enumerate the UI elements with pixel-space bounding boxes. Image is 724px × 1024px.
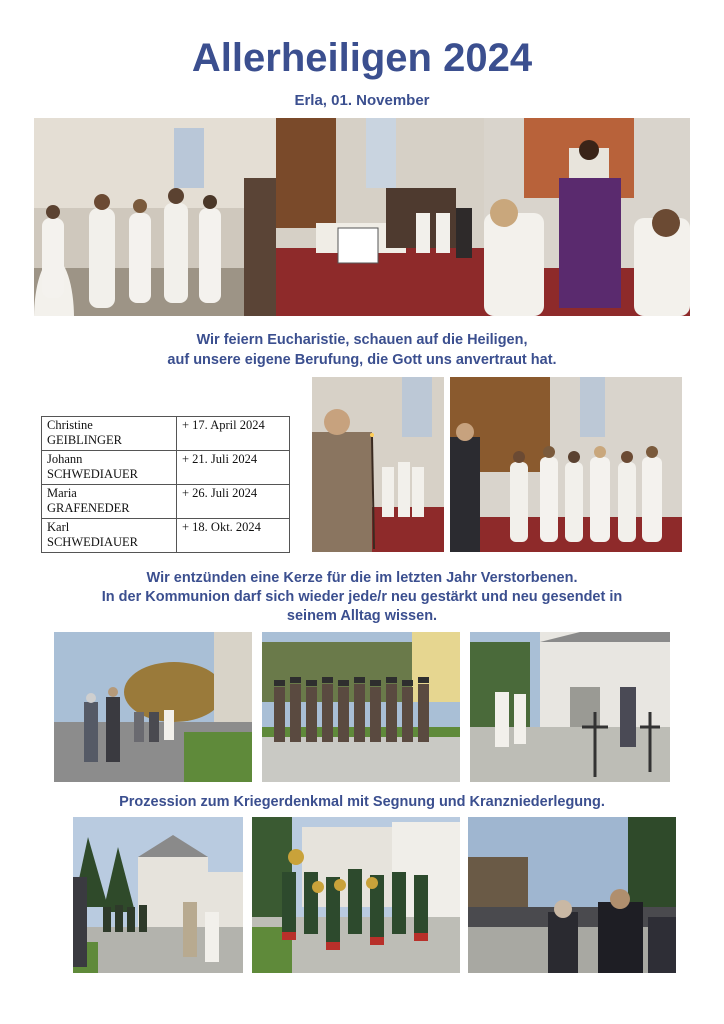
caption-candle-line3: seinem Alltag wissen. <box>286 608 438 624</box>
photo-priest-purple-vestment <box>484 118 690 316</box>
memorial-first-name: Johann <box>47 452 83 466</box>
caption-eucharist-line1: Wir feiern Eucharistie, schauen auf die Heiligen, <box>196 332 528 348</box>
photo-war-memorial-blessing <box>470 632 670 782</box>
photo-uniformed-band-lineup <box>262 632 460 782</box>
memorial-row <box>42 485 290 519</box>
memorial-row <box>42 519 290 553</box>
caption-candle-line1: Wir entzünden eine Kerze für die im letzten Jahr Verstorbenen. <box>146 570 578 586</box>
photo-marching-band <box>252 817 460 973</box>
photo-altar-servers-candles <box>450 377 682 552</box>
memorial-last-name: GEIBLINGER <box>47 433 122 447</box>
photo-procession-castle <box>73 817 243 973</box>
photo-congregation-outdoors <box>468 817 676 973</box>
memorial-first-name: Christine <box>47 418 93 432</box>
memorial-last-name: GRAFENEDER <box>47 501 130 515</box>
memorial-last-name: SCHWEDIAUER <box>47 467 138 481</box>
photo-lighting-candle <box>312 377 444 552</box>
memorial-first-name: Karl <box>47 520 70 534</box>
caption-procession: Prozession zum Kriegerdenkmal mit Segnung und Kranzniederlegung. <box>119 794 605 810</box>
photo-altar-servers-hall <box>34 118 276 316</box>
photo-procession-street <box>54 632 252 782</box>
memorial-row <box>42 451 290 485</box>
page-subtitle: Erla, 01. November <box>294 92 430 109</box>
page-title: Allerheiligen 2024 <box>191 36 533 80</box>
memorial-date: + 18. Okt. 2024 <box>177 519 290 553</box>
caption-eucharist-line2: auf unsere eigene Berufung, die Gott uns anvertraut hat. <box>167 352 557 368</box>
memorial-date: + 21. Juli 2024 <box>177 451 290 485</box>
memorial-table <box>41 416 290 553</box>
memorial-row <box>42 417 290 451</box>
photo-church-interior-altar <box>276 118 484 316</box>
memorial-date: + 26. Juli 2024 <box>177 485 290 519</box>
memorial-date: + 17. April 2024 <box>177 417 290 451</box>
memorial-last-name: SCHWEDIAUER <box>47 535 138 549</box>
memorial-first-name: Maria <box>47 486 77 500</box>
caption-candle-line2: In der Kommunion darf sich wieder jede/r neu gestärkt und neu gesendet in <box>101 589 623 605</box>
